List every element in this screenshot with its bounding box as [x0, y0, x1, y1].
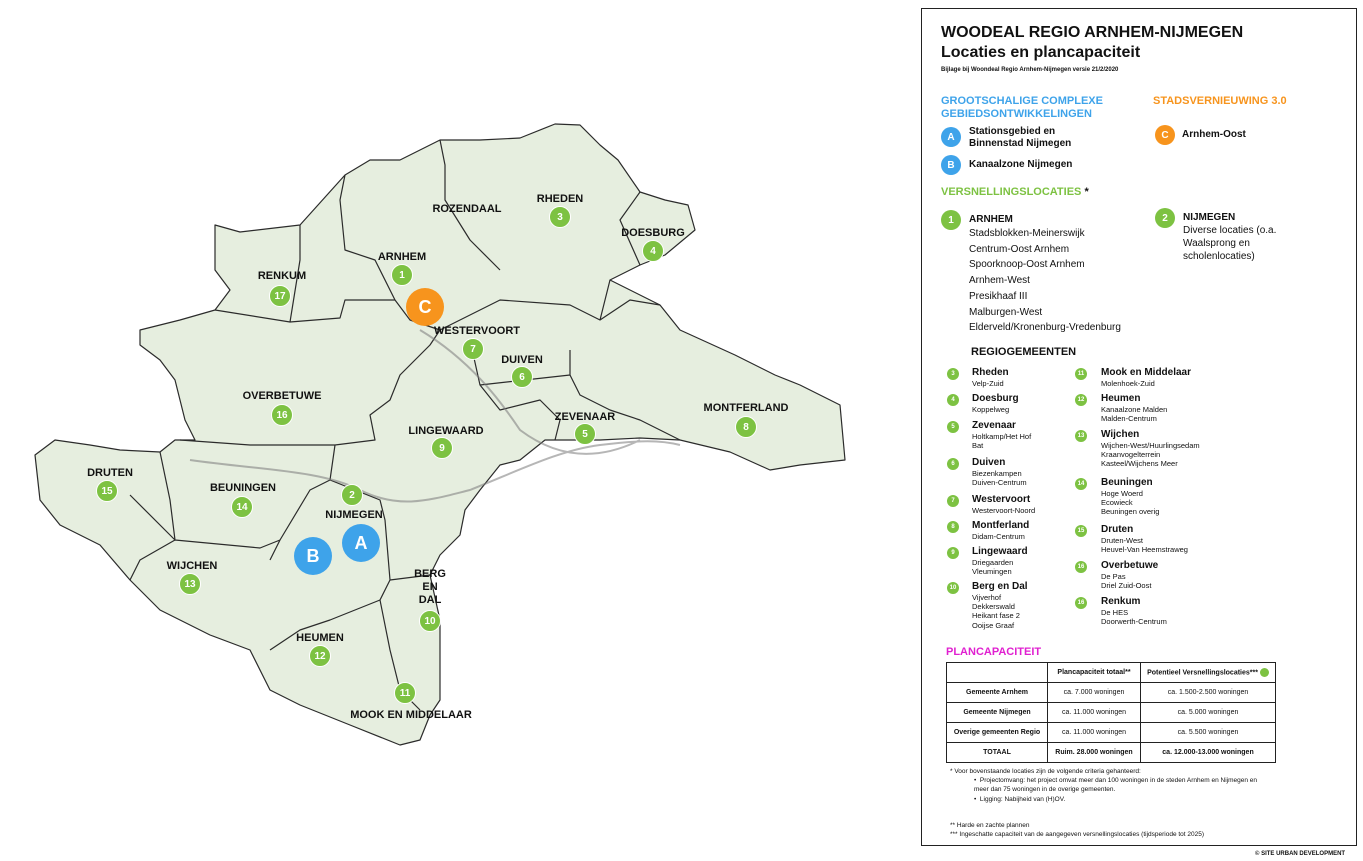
map-badge: 1 [391, 264, 413, 286]
map-label: NIJMEGEN [325, 509, 383, 521]
legend-b-text: Kanaalzone Nijmegen [969, 159, 1073, 170]
map-label: RENKUM [257, 270, 307, 282]
map-badge: 5 [574, 423, 596, 445]
title-line-2: Locaties en plancapaciteit [941, 44, 1141, 61]
regio-location: Bat [972, 441, 984, 451]
regio-location: Driel Zuid-Oost [1101, 581, 1152, 591]
regio-item [972, 581, 1028, 630]
section-stadsvernieuwing: STADSVERNIEUWING 3.0 [1153, 95, 1287, 107]
arnhem-location: Arnhem-West [969, 275, 1030, 287]
legend-arnhem-list [969, 226, 1121, 336]
map-label: DUIVEN [501, 354, 543, 366]
regio-location: Kasteel/Wijchens Meer [1101, 459, 1178, 469]
arnhem-location: Elderveld/Kronenburg-Vredenburg [969, 322, 1121, 334]
regio-item [1101, 393, 1167, 423]
legend-1-circle: 1 [941, 210, 961, 230]
regio-location: Druten-West [1101, 536, 1143, 545]
table-total-row [947, 743, 1276, 763]
regio-name: Doesburg [972, 393, 1019, 404]
table-cell: ca. 5.000 woningen [1141, 703, 1276, 723]
regio-number-icon: 8 [947, 521, 959, 533]
legend-c-text: Arnhem-Oost [1182, 129, 1246, 140]
regio-location: Vijverhof [972, 593, 1002, 602]
regio-item [972, 494, 1035, 515]
regio-number-icon: 6 [947, 458, 959, 470]
map-badge: 3 [549, 206, 571, 228]
map-label: ARNHEM [377, 251, 427, 263]
legend-c-circle: C [1155, 125, 1175, 145]
regio-item [1101, 429, 1200, 469]
map-badge: 12 [309, 645, 331, 667]
regio-name: Overbetuwe [1101, 560, 1159, 571]
regio-location: De Pas [1101, 572, 1126, 581]
regio-number-icon: 16 [1075, 597, 1087, 609]
regio-location: Doorwerth-Centrum [1101, 617, 1167, 627]
map-label: OVERBETUWE [242, 390, 322, 402]
map-label: DRUTEN [87, 467, 133, 479]
map-label: MOOK EN MIDDELAAR [350, 709, 472, 721]
regio-location: Didam-Centrum [972, 532, 1025, 541]
regio-name: Druten [1101, 524, 1134, 535]
table-cell: TOTAAL [947, 743, 1048, 763]
legend-nijmegen-text: Diverse locaties (o.a. Waalsprong en scholenlocaties) [1183, 225, 1277, 262]
regio-location: Ooijse Graaf [972, 620, 1015, 630]
section-versnelling-label: VERSNELLINGSLOCATIES [941, 186, 1082, 198]
arnhem-location: Presikhaaf III [969, 290, 1028, 302]
legend-2-circle: 2 [1155, 208, 1175, 228]
regio-number-icon: 5 [947, 421, 959, 433]
map-badge: 16 [271, 404, 293, 426]
map-badge: 14 [231, 496, 253, 518]
section-versnelling-mark: * [1084, 186, 1089, 198]
map-badge: 11 [394, 682, 416, 704]
table-cell: ca. 11.000 woningen [1048, 703, 1141, 723]
regio-number-icon: 12 [1075, 394, 1087, 406]
regio-location: Vleumingen [972, 567, 1012, 577]
note-1-bullet-1: • Projectomvang: het project omvat meer dan 100 woningen in de steden Arnhem en Nijmegen en meer dan 75 woningen in de overige gemeenten. [974, 777, 1258, 793]
regio-location: Holtkamp/Het Hof [972, 432, 1032, 441]
map-badge: 6 [511, 366, 533, 388]
note-2: ** Harde en zachte plannen [950, 822, 1030, 829]
arnhem-location: Centrum-Oost Arnhem [969, 243, 1070, 255]
regio-number-icon: 16 [1075, 561, 1087, 573]
map-label: BERG EN DAL [414, 568, 446, 606]
regio-name: Westervoort [972, 494, 1031, 505]
table-cell: Overige gemeenten Regio [947, 723, 1048, 743]
regio-name: Berg en Dal [972, 581, 1028, 592]
section-versnelling [941, 186, 1089, 199]
regio-number-icon: 3 [947, 368, 959, 380]
regio-item [1101, 596, 1167, 626]
regio-location: Ecowieck [1101, 498, 1133, 508]
map-badge: 13 [179, 573, 201, 595]
table-cell: Gemeente Nijmegen [947, 703, 1048, 723]
regio-location: Driegaarden [972, 558, 1014, 567]
regio-name: Renkum [1101, 596, 1141, 607]
map-label: ZEVENAAR [554, 411, 616, 423]
map-label: WIJCHEN [166, 560, 218, 572]
regio-name: Duiven [972, 457, 1006, 468]
site-a-marker: A [342, 524, 380, 562]
regio-location: Heuvel-Van Heemstraweg [1101, 545, 1188, 555]
site-b-marker: B [294, 537, 332, 575]
regio-name: Lingewaard [972, 546, 1028, 557]
regio-item [972, 420, 1031, 450]
map-badge: 15 [96, 480, 118, 502]
legend-a-text: Stationsgebied en Binnenstad Nijmegen [969, 126, 1072, 149]
regio-item [972, 457, 1027, 487]
regio-location: Velp-Zuid [972, 379, 1004, 388]
map-label: LINGEWAARD [408, 425, 484, 437]
regio-number-icon: 9 [947, 547, 959, 559]
table-cell: ca. 1.500-2.500 woningen [1141, 683, 1276, 703]
title-line-1: WOODEAL REGIO ARNHEM-NIJMEGEN [941, 24, 1244, 41]
table-cell: ca. 5.500 woningen [1141, 723, 1276, 743]
regio-name: Beuningen [1101, 477, 1153, 488]
regio-number-icon: 11 [1075, 368, 1087, 380]
regio-item [972, 546, 1028, 576]
regio-location: Westervoort-Noord [972, 506, 1036, 515]
regio-name: Wijchen [1101, 429, 1140, 440]
section-regiogemeenten: REGIOGEMEENTEN [971, 346, 1077, 358]
legend-panel [921, 8, 1357, 846]
table-row [947, 683, 1276, 703]
regio-location: Molenhoek-Zuid [1101, 379, 1155, 388]
map-badge: 9 [431, 437, 453, 459]
regio-location: Duiven-Centrum [972, 478, 1027, 488]
panel-subtitle: Bijlage bij Woondeal Regio Arnhem-Nijmegen versie 21/2/2020 [941, 67, 1119, 73]
map-badge: 17 [269, 285, 291, 307]
regio-number-icon: 10 [947, 582, 959, 594]
table-cell: ca. 7.000 woningen [1048, 683, 1141, 703]
green-dot-icon [1260, 668, 1269, 677]
regio-item [1101, 477, 1159, 517]
table-header-cell [1141, 663, 1276, 683]
map-label: WESTERVOORT [434, 325, 520, 337]
arnhem-location: Malburgen-West [969, 306, 1043, 318]
map-badge: 10 [419, 610, 441, 632]
table-cell: Ruim. 28.000 woningen [1048, 743, 1141, 763]
regio-location: Heikant fase 2 [972, 611, 1020, 621]
regio-item [972, 367, 1009, 388]
section-plancapaciteit: PLANCAPACITEIT [946, 646, 1042, 658]
regio-location: Biezenkampen [972, 469, 1022, 478]
arnhem-location: Spoorknoop-Oost Arnhem [969, 259, 1085, 271]
table-cell: Gemeente Arnhem [947, 683, 1048, 703]
note-1-bullet-2-text: Ligging: Nabijheid van (H)OV. [979, 796, 1066, 803]
table-row [947, 703, 1276, 723]
table-header-label: Potentieel Versnellingslocaties*** [1147, 669, 1258, 677]
legend-b-circle: B [941, 155, 961, 175]
copyright: © SITE URBAN DEVELOPMENT [1255, 851, 1346, 857]
regio-item [972, 393, 1019, 414]
section-grootschalig: GROOTSCHALIGE COMPLEXE GEBIEDSONTWIKKELINGEN [941, 95, 1103, 120]
map-badge: 7 [462, 338, 484, 360]
table-cell: ca. 11.000 woningen [1048, 723, 1141, 743]
regio-location: Beuningen overig [1101, 507, 1160, 517]
capacity-table [946, 662, 1276, 763]
regio-location: Kraanvogelterrein [1101, 450, 1161, 460]
note-1-bullet-1-text: Projectomvang: het project omvat meer dan 100 woningen in de steden Arnhem en Nijmegen en meer dan 75 woningen in de overige gemeenten. [974, 777, 1258, 793]
table-header-cell [947, 663, 1048, 683]
regio-location: Kanaalzone Malden [1101, 405, 1168, 414]
regio-item [972, 520, 1029, 541]
regio-number-icon: 7 [947, 495, 959, 507]
regio-item [1101, 367, 1191, 388]
panel-title [941, 23, 1243, 63]
table-header-cell: Plancapaciteit totaal** [1048, 663, 1141, 683]
regio-name: Zevenaar [972, 420, 1016, 431]
regio-location: Dekkerswald [972, 602, 1015, 612]
note-1-head: * Voor bovenstaande locaties zijn de volgende criteria gehanteerd: [950, 768, 1141, 775]
table-row [947, 723, 1276, 743]
note-3: *** Ingeschatte capaciteit van de aangegeven versnellingslocaties (tijdsperiode tot 2025) [950, 831, 1205, 838]
map-label: RHEDEN [536, 193, 584, 205]
regio-location: Koppelweg [972, 405, 1010, 414]
regio-location: Malden-Centrum [1101, 414, 1157, 424]
regio-location: Hoge Woerd [1101, 489, 1143, 498]
regio-name: Rheden [972, 367, 1009, 378]
map-label: ROZENDAAL [432, 203, 502, 215]
map-badge: 4 [642, 240, 664, 262]
legend-a-circle: A [941, 127, 961, 147]
note-1-bullet-2: • Ligging: Nabijheid van (H)OV. [974, 796, 1066, 803]
map-label: MONTFERLAND [703, 402, 789, 414]
map-badge: 8 [735, 416, 757, 438]
regio-number-icon: 4 [947, 394, 959, 406]
regio-name: Montferland [972, 520, 1030, 531]
map-label: BEUNINGEN [209, 482, 277, 494]
legend-nijmegen-name: NIJMEGEN [1183, 212, 1236, 223]
regio-item [1101, 560, 1158, 590]
regio-item [1101, 524, 1188, 554]
regio-number-icon: 15 [1075, 525, 1087, 537]
regio-location: Wijchen-West/Huurlingsedam [1101, 441, 1200, 450]
site-c-marker: C [406, 288, 444, 326]
table-cell: ca. 12.000-13.000 woningen [1141, 743, 1276, 763]
regio-number-icon: 14 [1075, 478, 1087, 490]
regio-location: De HES [1101, 608, 1129, 617]
map-label: DOESBURG [621, 227, 685, 239]
regio-name: Mook en Middelaar [1101, 367, 1192, 378]
map-badge: 2 [341, 484, 363, 506]
regio-number-icon: 13 [1075, 430, 1087, 442]
legend-arnhem-name: ARNHEM [969, 214, 1013, 225]
regio-name: Heumen [1101, 393, 1141, 404]
arnhem-location: Stadsblokken-Meinerswijk [969, 228, 1085, 239]
map-label: HEUMEN [296, 632, 344, 644]
table-header-row [947, 663, 1276, 683]
